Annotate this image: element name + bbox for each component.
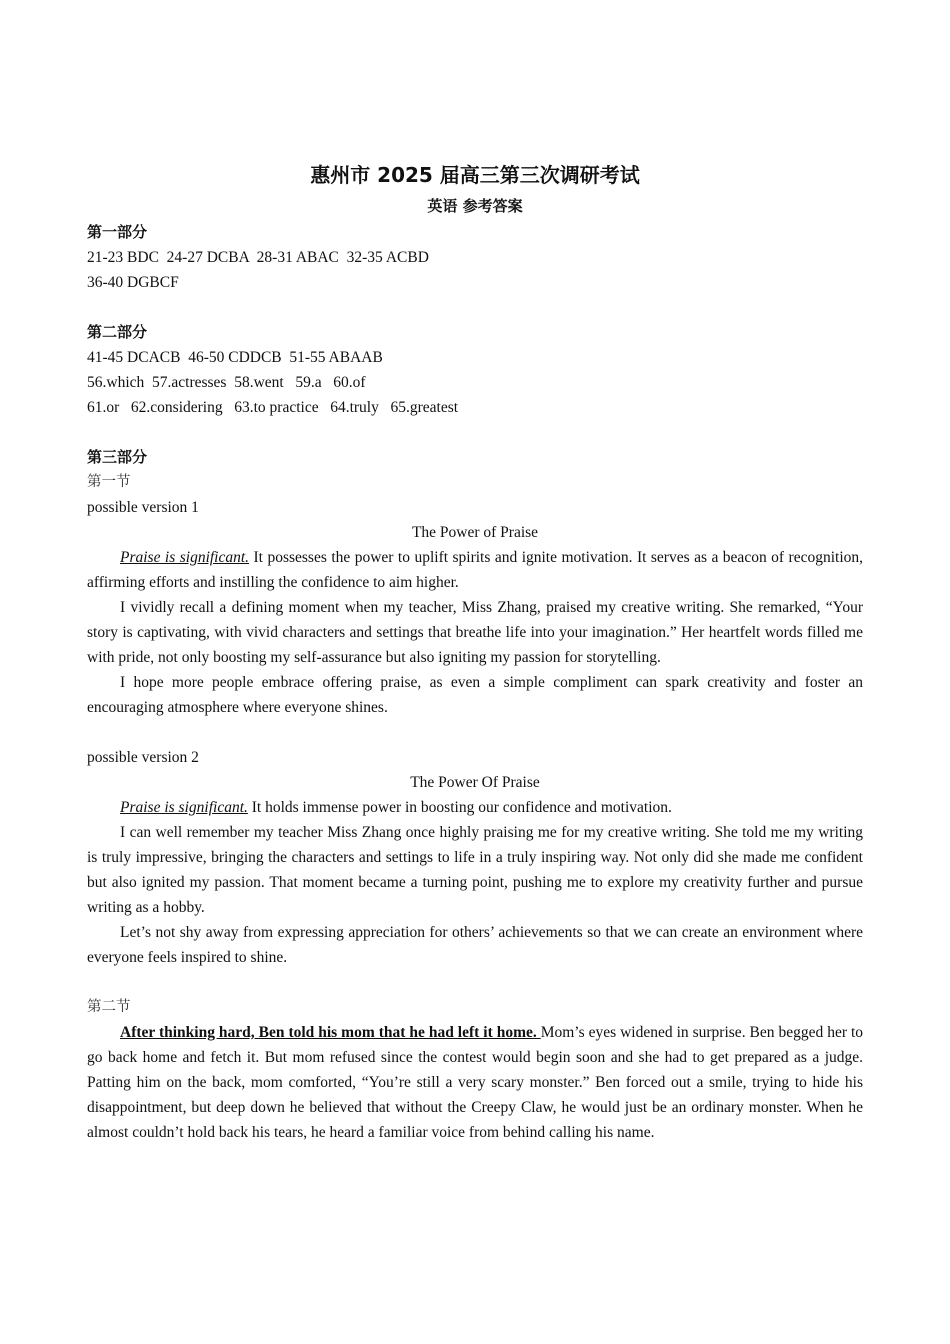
version2-paragraph-3: Let’s not shy away from expressing appreciation for others’ achievements so that we can create an environment where everyone feels inspired to shine. xyxy=(87,924,863,966)
section2-paragraph xyxy=(87,1020,863,1145)
version2-paragraph-1-text: It holds immense power in boosting our confidence and motivation. xyxy=(247,799,672,816)
answer-key-page xyxy=(87,158,863,1145)
version2-title: The Power Of Praise xyxy=(410,774,540,791)
part1-heading: 第一部分 xyxy=(87,223,148,241)
part2-heading: 第二部分 xyxy=(87,323,148,341)
page-title: 惠州市 2025 届高三第三次调研考试 xyxy=(310,163,640,187)
part1-answers-line: 21-23 BDC 24-27 DCBA 28-31 ABAC 32-35 ACBD xyxy=(87,249,429,266)
page-subtitle: 英语 参考答案 xyxy=(427,197,523,215)
version2-paragraph-2: I can well remember my teacher Miss Zhang once highly praising me for my creative writing. She told me my writing is truly impressive, bringing the characters and settings to life in a truly inspiring way. Not only did she made me confident but also ignited my passion. That moment became a turning point, pushing me to explore my creativity further and pursue writing as a hobby. xyxy=(87,824,863,916)
part2-answers-line: 61.or 62.considering 63.to practice 64.truly 65.greatest xyxy=(87,399,459,416)
section2-heading: 第二节 xyxy=(87,999,131,1015)
version2-paragraph-1 xyxy=(87,795,863,820)
version1-paragraph-1-text: It possesses the power to uplift spirits and ignite motivation. It serves as a beacon of recognition, affirming efforts and instilling the confidence to aim higher. xyxy=(87,549,863,591)
part3-heading: 第三部分 xyxy=(87,448,148,466)
section1-heading: 第一节 xyxy=(87,474,131,490)
version1-paragraph-2: I vividly recall a defining moment when my teacher, Miss Zhang, praised my creative writing. She remarked, “Your story is captivating, with vivid characters and settings that breathe life into your imagination.” Her heartfelt words filled me with pride, not only boosting my self-assurance but also igniting my passion for storytelling. xyxy=(87,599,863,666)
version1-paragraph-1 xyxy=(87,545,863,595)
section2-lead-sentence: After thinking hard, Ben told his mom that he had left it home. xyxy=(120,1024,541,1041)
part1-answers-line: 36-40 DGBCF xyxy=(87,274,179,291)
version1-paragraph-3: I hope more people embrace offering praise, as even a simple compliment can spark creativity and foster an encouraging atmosphere where everyone shines. xyxy=(87,674,863,716)
version1-lead-sentence: Praise is significant. xyxy=(120,549,250,566)
version1-label: possible version 1 xyxy=(87,499,199,516)
version1-title: The Power of Praise xyxy=(411,524,539,541)
section2-paragraph-text: Mom’s eyes widened in surprise. Ben begged her to go back home and fetch it. But mom refused since the contest would begin soon and she had to get prepared as a judge. Patting him on the back, mom comforted, “You’re still a very scary monster.” Ben forced out a smile, trying to hide his disappointment, but deep down he believed that without the Creepy Claw, he would just be an ordinary monster. When he almost couldn’t hold back his tears, he heard a familiar voice from behind calling his name. xyxy=(87,1024,864,1141)
part2-answers-line: 56.which 57.actresses 58.went 59.a 60.of xyxy=(87,374,366,391)
part2-answers-line: 41-45 DCACB 46-50 CDDCB 51-55 ABAAB xyxy=(87,349,383,366)
version2-lead-sentence: Praise is significant. xyxy=(120,799,248,816)
version2-label: possible version 2 xyxy=(87,749,199,766)
